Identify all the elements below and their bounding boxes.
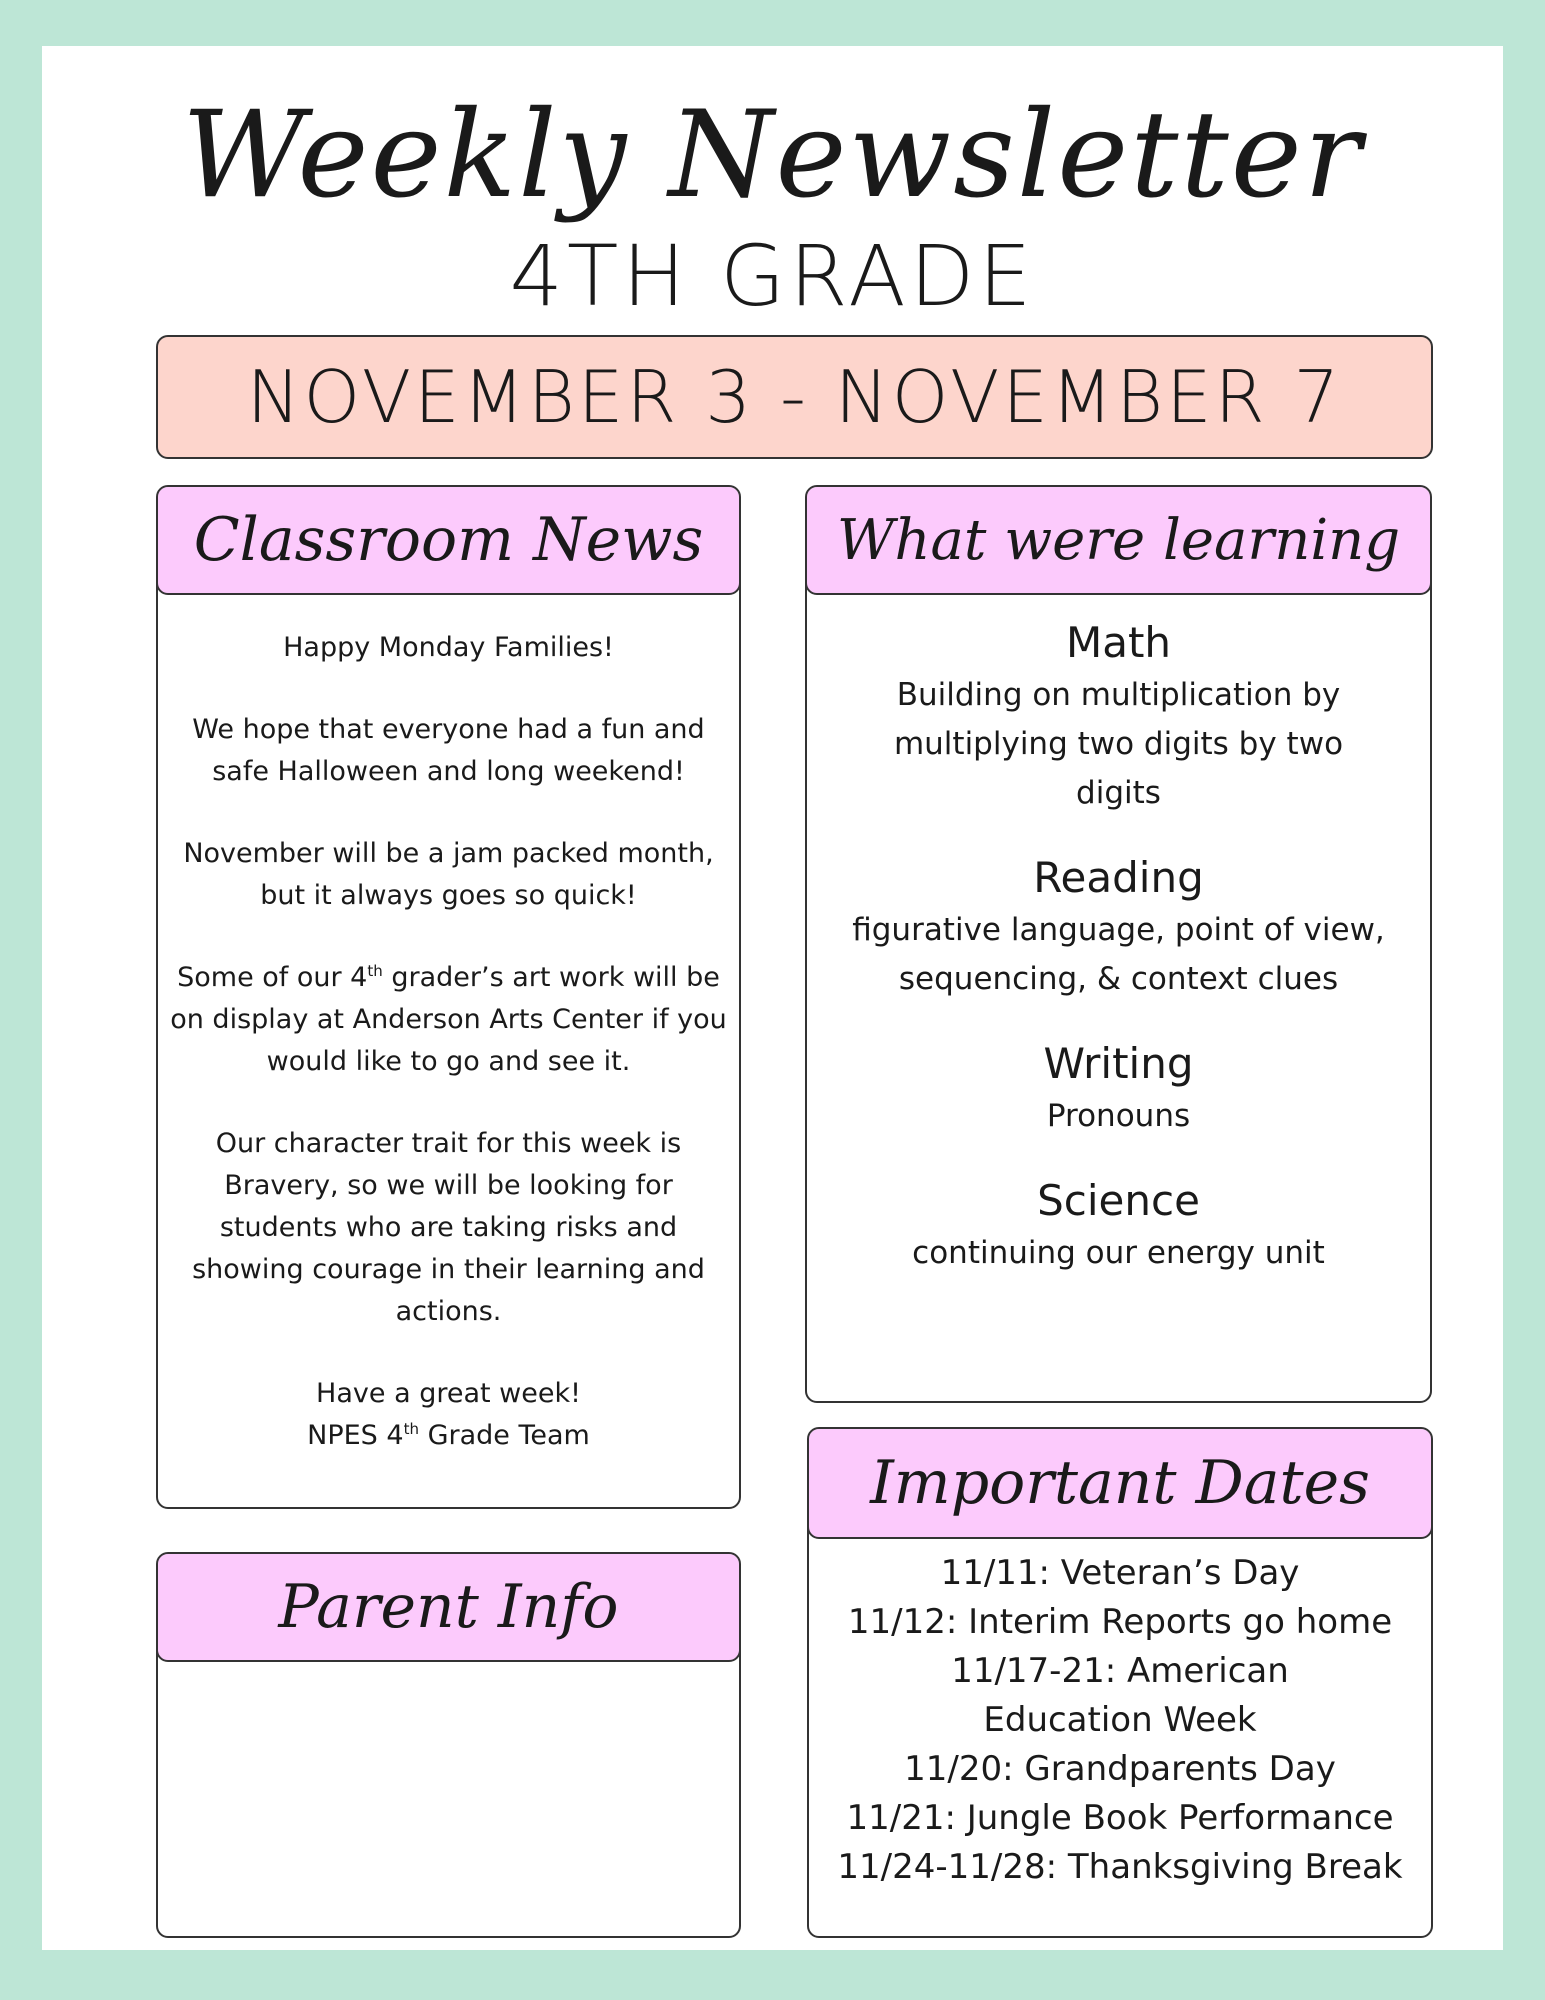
important-dates-list (809, 1549, 1431, 1892)
subject-name: Reading (1033, 853, 1204, 902)
important-dates-box (807, 1427, 1433, 1938)
date-item: 11/20: Grandparents Day (904, 1749, 1336, 1789)
subject-desc: figurative language, point of view, sequencing, & context clues (852, 912, 1385, 997)
subject-reading (817, 850, 1420, 1004)
subject-name: Math (1065, 618, 1172, 667)
news-paragraph-1: We hope that everyone had a fun and safe Halloween and long weekend! (192, 714, 705, 787)
date-item: 11/17-21: American Education Week (951, 1651, 1289, 1740)
subject-name: Science (1037, 1176, 1200, 1225)
subject-math (817, 615, 1420, 818)
parent-info-heading: Parent Info (156, 1552, 741, 1662)
learning-box (805, 485, 1432, 1403)
date-item: 11/11: Veteran’s Day (940, 1553, 1300, 1593)
learning-heading: What were learning (805, 485, 1432, 595)
news-signature: NPES 4th Grade Team (307, 1420, 590, 1451)
classroom-news-box (156, 485, 741, 1509)
subject-writing (817, 1036, 1420, 1141)
date-item: 11/24-11/28: Thanksgiving Break (837, 1847, 1403, 1887)
news-closing: Have a great week! (316, 1378, 581, 1409)
subject-desc: Building on multiplication by multiplying two digits by two digits (893, 677, 1344, 811)
date-item: 11/21: Jungle Book Performance (846, 1798, 1394, 1838)
date-range-banner: NOVEMBER 3 - NOVEMBER 7 (156, 335, 1433, 459)
news-paragraph-4: Our character trait for this week is Bravery, so we will be looking for students who are taking risks and showing courage in their learning and actions. (192, 1128, 705, 1327)
learning-body (807, 615, 1430, 1310)
news-paragraph-2: November will be a jam packed month, but it always goes so quick! (183, 838, 714, 911)
date-item: 11/12: Interim Reports go home (847, 1602, 1393, 1642)
grade-subtitle: 4TH GRADE (509, 227, 1036, 325)
subject-science (817, 1173, 1420, 1278)
newsletter-title: Weekly Newsletter (181, 86, 1364, 225)
important-dates-heading: Important Dates (807, 1427, 1433, 1539)
classroom-news-heading: Classroom News (156, 485, 741, 595)
subject-desc: continuing our energy unit (912, 1235, 1325, 1271)
news-paragraph-3: Some of our 4th grader’s art work will be on display at Anderson Arts Center if you would like to go and see it. (170, 962, 727, 1077)
newsletter-page (42, 46, 1503, 1950)
subject-desc: Pronouns (1046, 1098, 1191, 1134)
classroom-news-body (158, 627, 739, 1457)
news-greeting: Happy Monday Families! (283, 632, 614, 663)
parent-info-box (156, 1552, 741, 1938)
subject-name: Writing (1043, 1039, 1194, 1088)
